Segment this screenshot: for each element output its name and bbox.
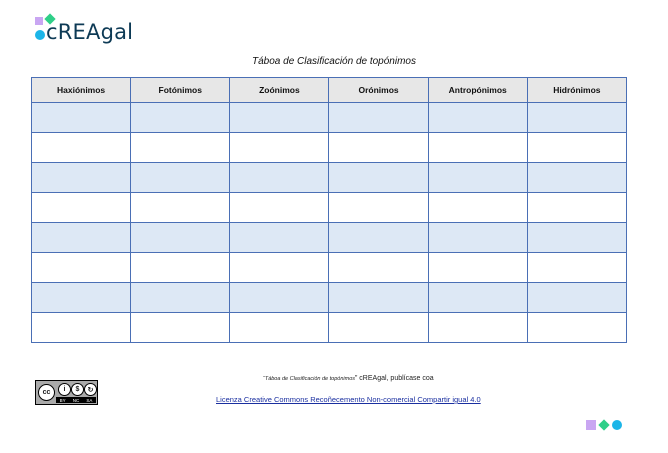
table-header-row — [32, 78, 627, 103]
license-strip: BY NC SA — [56, 397, 96, 403]
table-cell[interactable] — [230, 313, 329, 343]
table-cell[interactable] — [527, 313, 626, 343]
column-header: Zoónimos — [230, 78, 329, 103]
blue-circle-icon — [612, 420, 622, 430]
column-header: Fotónimos — [131, 78, 230, 103]
table-cell[interactable] — [428, 223, 527, 253]
table-cell[interactable] — [32, 313, 131, 343]
table-cell[interactable] — [329, 163, 428, 193]
credit-text: ” cREAgal, publícase coa — [355, 375, 434, 382]
table-cell[interactable] — [428, 283, 527, 313]
column-header: Orónimos — [329, 78, 428, 103]
logo-text: cREAgal — [46, 20, 134, 44]
creative-commons-badge[interactable] — [35, 380, 98, 405]
table-row — [32, 103, 627, 133]
table-row — [32, 133, 627, 163]
table-cell[interactable] — [131, 253, 230, 283]
table-cell[interactable] — [230, 253, 329, 283]
classification-table — [31, 77, 627, 343]
table-cell[interactable] — [329, 133, 428, 163]
column-header: Haxiónimos — [32, 78, 131, 103]
share-alike-icon: ↻ — [84, 383, 97, 396]
table-cell[interactable] — [329, 313, 428, 343]
green-diamond-icon — [598, 419, 609, 430]
credit-title: “Táboa de Clasificación de topónimos — [263, 376, 356, 382]
table-cell[interactable] — [329, 253, 428, 283]
table-cell[interactable] — [32, 253, 131, 283]
table-cell[interactable] — [32, 103, 131, 133]
table-cell[interactable] — [527, 163, 626, 193]
table-cell[interactable] — [230, 283, 329, 313]
table-cell[interactable] — [230, 133, 329, 163]
table-cell[interactable] — [32, 133, 131, 163]
table-row — [32, 253, 627, 283]
table-cell[interactable] — [131, 193, 230, 223]
table-cell[interactable] — [329, 283, 428, 313]
purple-square-icon — [586, 420, 596, 430]
table-cell[interactable] — [32, 223, 131, 253]
table-cell[interactable] — [230, 223, 329, 253]
creagal-logo — [34, 15, 144, 47]
table-cell[interactable] — [32, 193, 131, 223]
table-cell[interactable] — [527, 283, 626, 313]
table-cell[interactable] — [131, 103, 230, 133]
table-cell[interactable] — [131, 163, 230, 193]
table-row — [32, 163, 627, 193]
table-cell[interactable] — [428, 313, 527, 343]
non-commercial-icon: $ — [71, 383, 84, 396]
table-cell[interactable] — [428, 253, 527, 283]
blue-circle-icon — [35, 30, 45, 40]
table-cell[interactable] — [230, 103, 329, 133]
page-title: Táboa de Clasificación de topónimos — [252, 56, 416, 67]
table-cell[interactable] — [131, 133, 230, 163]
cc-icon: cc — [38, 384, 55, 401]
table-cell[interactable] — [428, 163, 527, 193]
table-cell[interactable] — [527, 223, 626, 253]
table-cell[interactable] — [131, 283, 230, 313]
table-row — [32, 223, 627, 253]
attribution-icon: i — [58, 383, 71, 396]
table-cell[interactable] — [230, 163, 329, 193]
table-cell[interactable] — [131, 313, 230, 343]
table-cell[interactable] — [329, 223, 428, 253]
table-cell[interactable] — [32, 283, 131, 313]
table-cell[interactable] — [230, 193, 329, 223]
table-cell[interactable] — [131, 223, 230, 253]
table-cell[interactable] — [329, 193, 428, 223]
table-cell[interactable] — [527, 193, 626, 223]
table-cell[interactable] — [527, 253, 626, 283]
table-row — [32, 313, 627, 343]
table-cell[interactable] — [329, 103, 428, 133]
table-cell[interactable] — [428, 103, 527, 133]
license-link[interactable]: Licenza Creative Commons Recoñecemento Non-comercial Compartir igual 4.0 — [216, 395, 481, 404]
table-row — [32, 193, 627, 223]
table-cell[interactable] — [428, 193, 527, 223]
table-cell[interactable] — [527, 133, 626, 163]
table-cell[interactable] — [32, 163, 131, 193]
column-header: Antropónimos — [428, 78, 527, 103]
table-cell[interactable] — [428, 133, 527, 163]
table-cell[interactable] — [527, 103, 626, 133]
column-header: Hidrónimos — [527, 78, 626, 103]
table-row — [32, 283, 627, 313]
credit-line — [263, 375, 434, 382]
purple-square-icon — [35, 17, 43, 25]
